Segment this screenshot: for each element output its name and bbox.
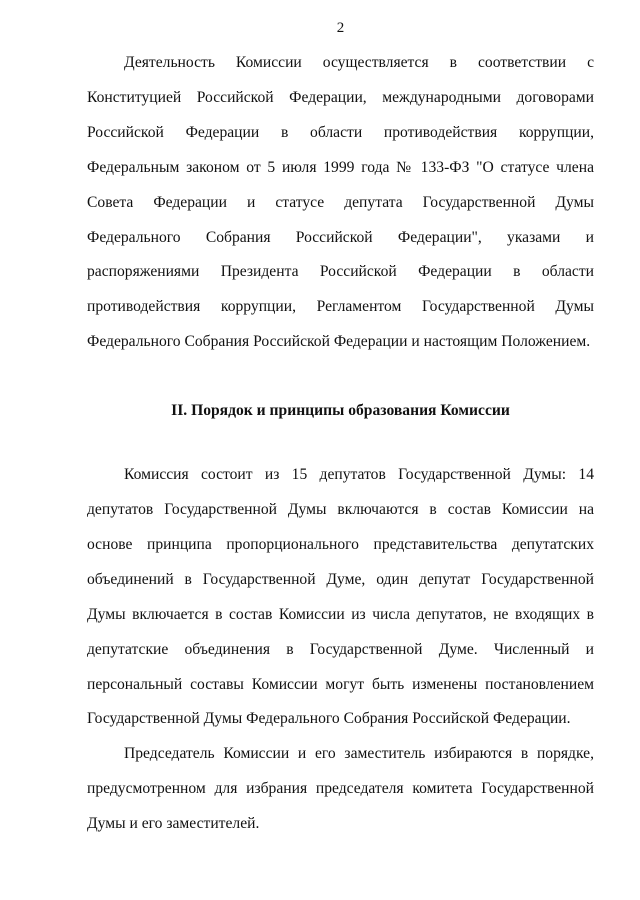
section-heading: II. Порядок и принципы образования Комиссии (171, 402, 510, 420)
paragraph-commission-composition: Комиссия состоит из 15 депутатов Государственной Думы: 14 депутатов Государственной Думы включаются в состав Комиссии на основе принципа пропорционального представительства депутатских объединений в Государственной Думе, один депутат Государственной Думы включается в состав Комиссии из числа депутатов, не входящих в депутатские объединения в Государственной Думе. Численный и персональный составы Комиссии могут быть изменены постановлением Государственной Думы Федерального Собрания Российской Федерации. (87, 466, 594, 728)
page-number: 2 (336, 20, 345, 36)
paragraph-legal-basis: Деятельность Комиссии осуществляется в соответствии с Конституцией Российской Федерации, международными договорами Российской Федерации в области противодействия коррупции, Федеральным законом от 5 июля 1999 года № 133-ФЗ "О статусе члена Совета Федерации и статусе депутата Государственной Думы Федерального Собрания Российской Федерации", указами и распоряжениями Президента Российской Федерации в области противодействия коррупции, Регламентом Государственной Думы Федерального Собрания Российской Федерации и настоящим Положением. (87, 54, 594, 351)
paragraph-chair-election: Председатель Комиссии и его заместитель избираются в порядке, предусмотренном для избрания председателя комитета Государственной Думы и его заместителей. (87, 745, 594, 833)
